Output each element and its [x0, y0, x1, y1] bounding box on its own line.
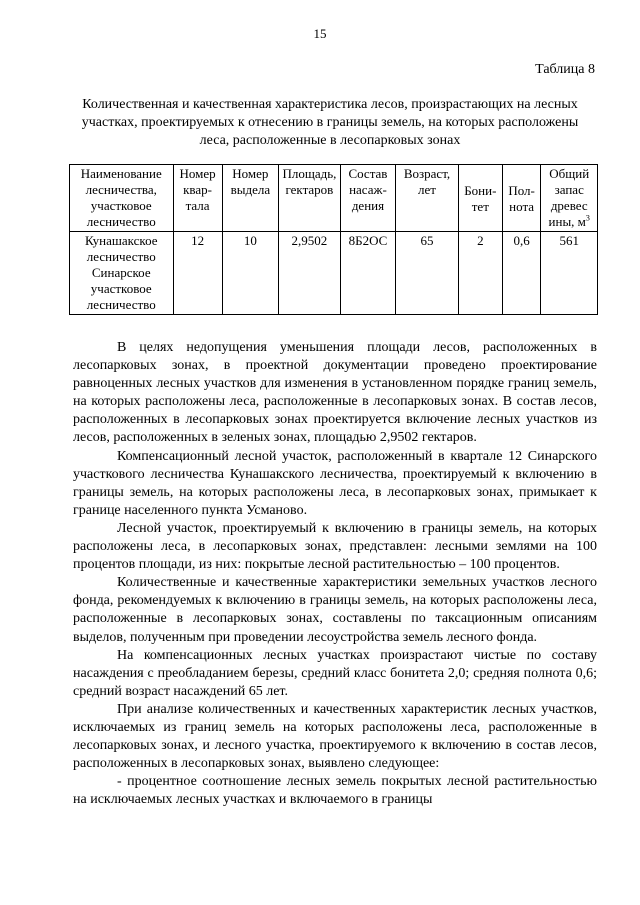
- cell-stock: 561: [541, 232, 598, 315]
- cell-area: 2,9502: [279, 232, 341, 315]
- cell-density: 0,6: [502, 232, 541, 315]
- header-bonitet: Бони- тет: [458, 165, 502, 232]
- paragraph: Количественные и качественные характеристики земельных участков лесного фонда, рекомендуемых к включению в границы земель, на которых расположены леса, расположенные в лесопарковых зонах, составлены по таксационным описаниям выделов, полученным при проведении лесоустройства земель лесного фонда.: [73, 575, 597, 645]
- cell-quarter: 12: [173, 232, 222, 315]
- header-density: Пол- нота: [502, 165, 541, 232]
- table-row: [70, 232, 598, 315]
- cell-age: 65: [396, 232, 459, 315]
- paragraph: При анализе количественных и качественных характеристик лесных участков, исключаемых из границ земель на которых расположены леса, расположенные в лесопарковых зонах, и лесного участка, проектируемого к включению в состав лесов, расположенных в лесопарковых зонах, выявлено следующее:: [73, 701, 597, 772]
- paragraph: - процентное соотношение лесных земель покрытых лесной растительностью на исключаемых лесных участках и включаемого в границы: [73, 774, 597, 808]
- header-age: Возраст, лет: [396, 165, 459, 232]
- forest-characteristics-table: [69, 164, 598, 315]
- cell-composition: 8Б2ОС: [340, 232, 395, 315]
- paragraph: Лесной участок, проектируемый к включению в границы земель, на которых расположены леса, в лесопарковых зонах, представлен: лесными землями на 100 процентов площади, из них: покрытые лесной растительностью – 100 процентов.: [73, 520, 597, 573]
- table-label: Таблица 8: [535, 62, 595, 77]
- header-quarter: Номер квар- тала: [173, 165, 222, 232]
- body-text: [73, 339, 597, 809]
- header-forestry: Наименование лесничества, участковое лесничество: [70, 165, 174, 232]
- header-area: Площадь, гектаров: [279, 165, 341, 232]
- header-composition: Состав насаж- дения: [340, 165, 395, 232]
- paragraph: В целях недопущения уменьшения площади лесов, расположенных в лесопарковых зонах, в проектной документации проведено проектирование равноценных лесных участков для изменения в установленном порядке границ земель, на которых расположены леса, расположенные в лесопарковых зонах. В состав лесов, расположенных в лесопарковых зонах проектируется включение лесных участков из лесов, расположенных в зеленых зонах, площадью 2,9502 гектаров.: [73, 340, 597, 446]
- table-title: Количественная и качественная характеристика лесов, произрастающих на лесных участках, проектируемых к отнесению в границы земель, на которых расположены леса, расположенные в лесопарковых зонах: [81, 97, 579, 148]
- table-header-row: [70, 165, 598, 232]
- paragraph: На компенсационных лесных участках произрастают чистые по составу насаждения с преобладанием березы, средний класс бонитета 2,0; средняя полнота 0,6; средний возраст насаждений 65 лет.: [73, 647, 597, 699]
- cell-section: 10: [222, 232, 278, 315]
- cell-forestry: Кунашакское лесничество Синарское участковое лесничество: [70, 232, 174, 315]
- cell-bonitet: 2: [458, 232, 502, 315]
- header-stock: Общий запас древес ины, $м^3$: [541, 165, 598, 232]
- page-number: 15: [313, 26, 327, 41]
- header-section: Номер выдела: [222, 165, 278, 232]
- paragraph: Компенсационный лесной участок, расположенный в квартале 12 Синарского участкового лесничества Кунашакского лесничества, проектируемый к включению в границы земель, на которых расположены леса, в лесопарковых зонах, примыкает к границе населенного пункта Усманово.: [73, 448, 597, 518]
